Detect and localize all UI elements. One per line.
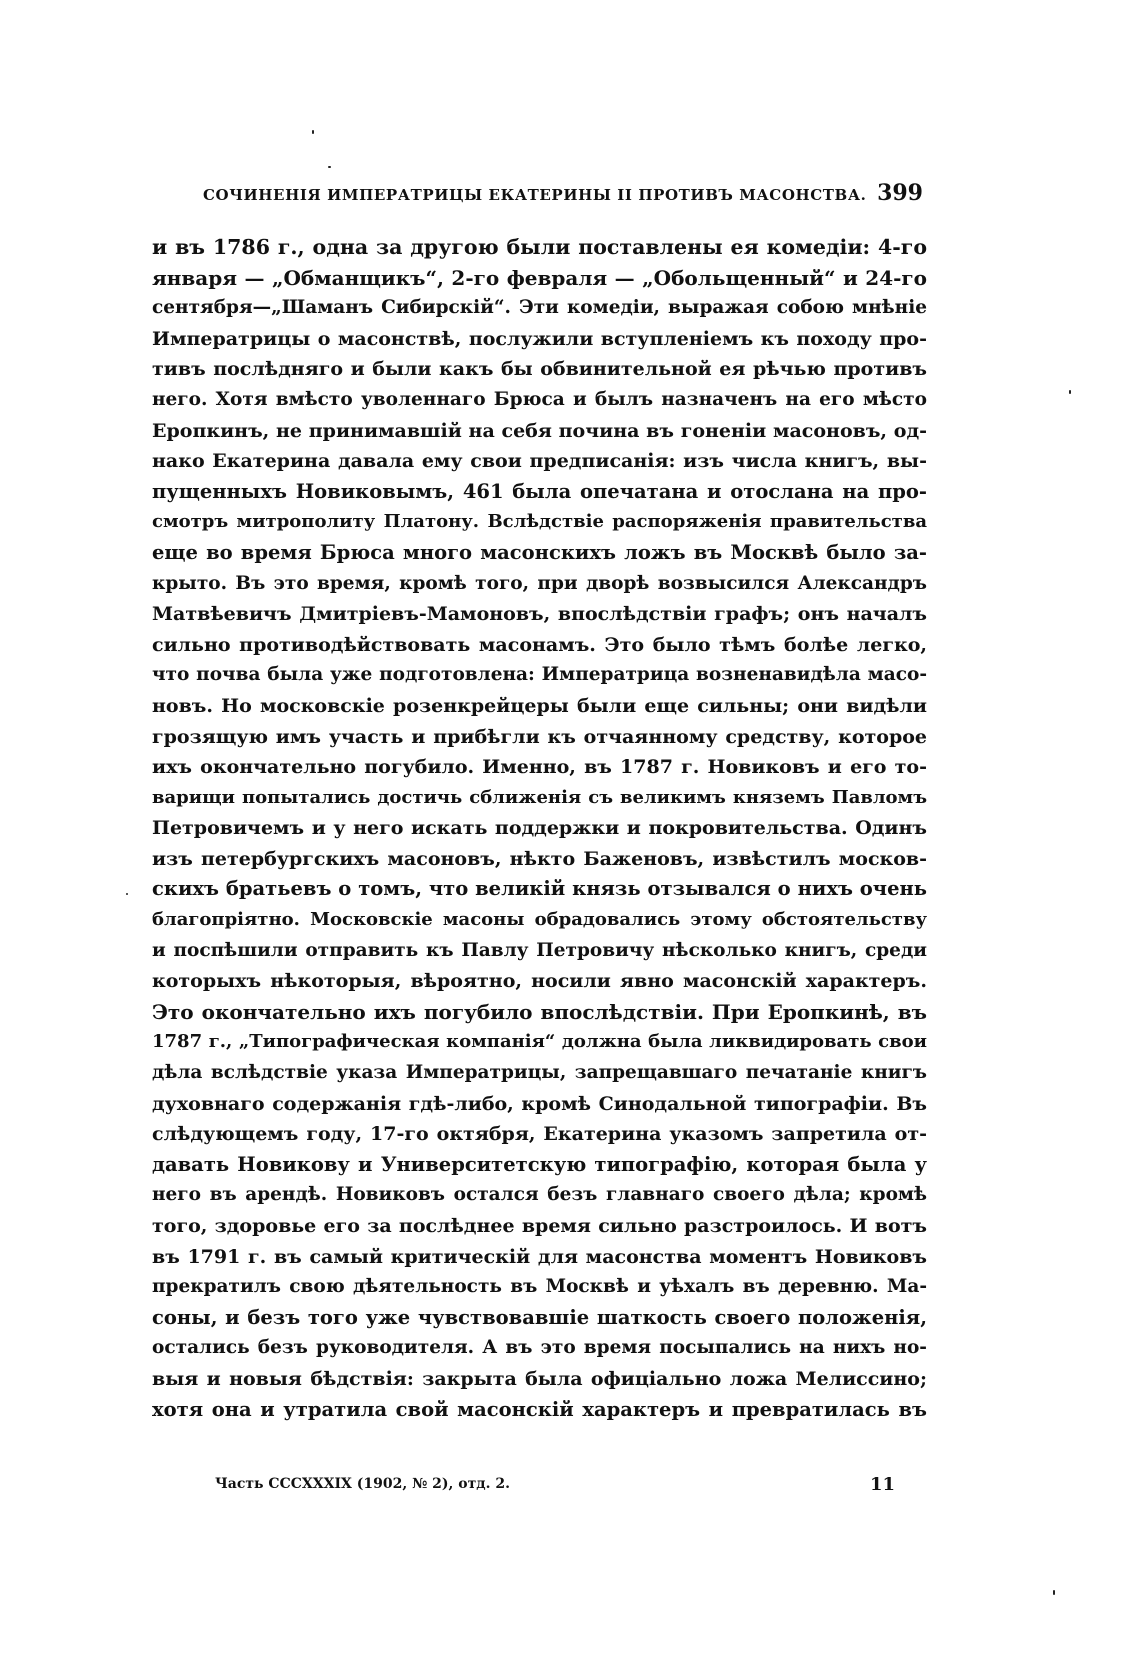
text-line: и въ 1786 г., одна за другою были поставлены ея комедіи: 4-го (152, 235, 927, 259)
text-line: грозящую имъ участь и прибѣгли къ отчаянному средству, которое (152, 725, 927, 748)
page-number: 399 (877, 180, 923, 206)
text-line: Императрицы о масонствѣ, послужили вступленіемъ къ походу про- (152, 327, 927, 350)
text-line: Матвѣевичъ Дмитріевъ-Мамоновъ, впослѣдствіи графъ; онъ началъ (152, 603, 927, 626)
text-line: соны, и безъ того уже чувствовавшіе шаткость своего положенія, (152, 1305, 927, 1329)
text-line: слѣдующемъ году, 17-го октября, Екатерина указомъ запретила от- (152, 1123, 927, 1146)
text-line: и поспѣшили отправить къ Павлу Петровичу нѣсколько книгъ, среди (152, 939, 927, 961)
text-line: нако Екатерина давала ему свои предписанія: изъ числа книгъ, вы- (152, 450, 927, 473)
text-line: пущенныхъ Новиковымъ, 461 была опечатана и отослана на про- (152, 479, 927, 503)
text-line: скихъ братьевъ о томъ, что великій князь отзывался о нихъ очень (152, 877, 927, 901)
text-line: остались безъ руководителя. А въ это время посыпались на нихъ но- (152, 1337, 927, 1359)
text-line: Еропкинъ, не принимавшій на себя почина въ гоненіи масоновъ, од- (152, 419, 927, 442)
page-footer (215, 1474, 895, 1500)
signature-mark: Часть CCCXXXIX (1902, № 2), отд. 2. (215, 1476, 510, 1492)
text-line: прекратилъ свою дѣятельность въ Москвѣ и уѣхалъ въ деревню. Ма- (152, 1276, 927, 1298)
sheet-number: 11 (869, 1474, 895, 1495)
scan-speck (328, 166, 331, 168)
text-line: варищи попытались достичь сближенія съ великимъ княземъ Павломъ (152, 786, 927, 808)
text-line: выя и новыя бѣдствія: закрыта была офиціально ложа Мелиссино; (152, 1367, 927, 1390)
text-line: Петровичемъ и у него искать поддержки и покровительства. Одинъ (152, 817, 927, 840)
text-line: что почва была уже подготовлена: Императрица возненавидѣла масо- (152, 664, 927, 686)
scan-speck (126, 893, 128, 895)
text-line: Это окончательно ихъ погубило впослѣдствіи. При Еропкинѣ, въ (152, 999, 927, 1024)
running-header (203, 180, 923, 210)
scan-speck (312, 130, 314, 134)
text-line: еще во время Брюса много масонскихъ ложъ въ Москвѣ было за- (152, 540, 927, 564)
running-title: СОЧИНЕНІЯ ИМПЕРАТРИЦЫ ЕКАТЕРИНЫ II ПРОТИВЪ МАСОНСТВА. (203, 186, 867, 204)
text-line: крыто. Въ это время, кромѣ того, при дворѣ возвысился Александръ (152, 572, 927, 594)
text-line: благопріятно. Московскіе масоны обрадовались этому обстоятельству (152, 909, 927, 931)
text-line: смотръ митрополиту Платону. Вслѣдствіе распоряженія правительства (152, 511, 927, 533)
body-text (152, 232, 927, 1425)
scan-speck (1069, 390, 1071, 394)
text-line: ихъ окончательно погубило. Именно, въ 1787 г. Новиковъ и его то- (152, 756, 927, 779)
text-line: въ 1791 г. въ самый критическій для масонства моментъ Новиковъ (152, 1245, 927, 1268)
text-line: хотя она и утратила свой масонскій характеръ и превратилась въ (152, 1397, 927, 1421)
text-line: дѣла вслѣдствіе указа Императрицы, запрещавшаго печатаніе книгъ (152, 1062, 927, 1084)
text-line: сильно противодѣйствовать масонамъ. Это было тѣмъ болѣе легко, (152, 633, 927, 656)
text-line: новъ. Но московскіе розенкрейцеры были еще сильны; они видѣли (152, 694, 927, 717)
text-line: того, здоровье его за послѣднее время сильно разстроилось. И вотъ (152, 1215, 927, 1237)
text-line: духовнаго содержанія гдѣ-либо, кромѣ Синодальной типографіи. Въ (152, 1092, 927, 1115)
text-line: него въ арендѣ. Новиковъ остался безъ главнаго своего дѣла; кромѣ (152, 1184, 927, 1206)
text-line: давать Новикову и Университетскую типографію, которая была у (152, 1152, 927, 1176)
text-line: января — „Обманщикъ“, 2-го февраля — „Обольщенный“ и 24-го (152, 265, 927, 290)
text-line: сентября—„Шаманъ Сибирскій“. Эти комедіи, выражая собою мнѣніе (152, 297, 927, 319)
text-line: него. Хотя вмѣсто уволеннаго Брюса и былъ назначенъ на его мѣсто (152, 388, 927, 410)
text-line: изъ петербургскихъ масоновъ, нѣкто Баженовъ, извѣстилъ москов- (152, 847, 927, 870)
text-line: 1787 г., „Типографическая компанія“ должна была ликвидировать свои (152, 1031, 927, 1053)
scan-speck (1053, 1590, 1055, 1595)
text-line: которыхъ нѣкоторыя, вѣроятно, носили явно масонскій характеръ. (152, 970, 927, 993)
text-line: тивъ послѣдняго и были какъ бы обвинительной ея рѣчью противъ (152, 358, 927, 381)
